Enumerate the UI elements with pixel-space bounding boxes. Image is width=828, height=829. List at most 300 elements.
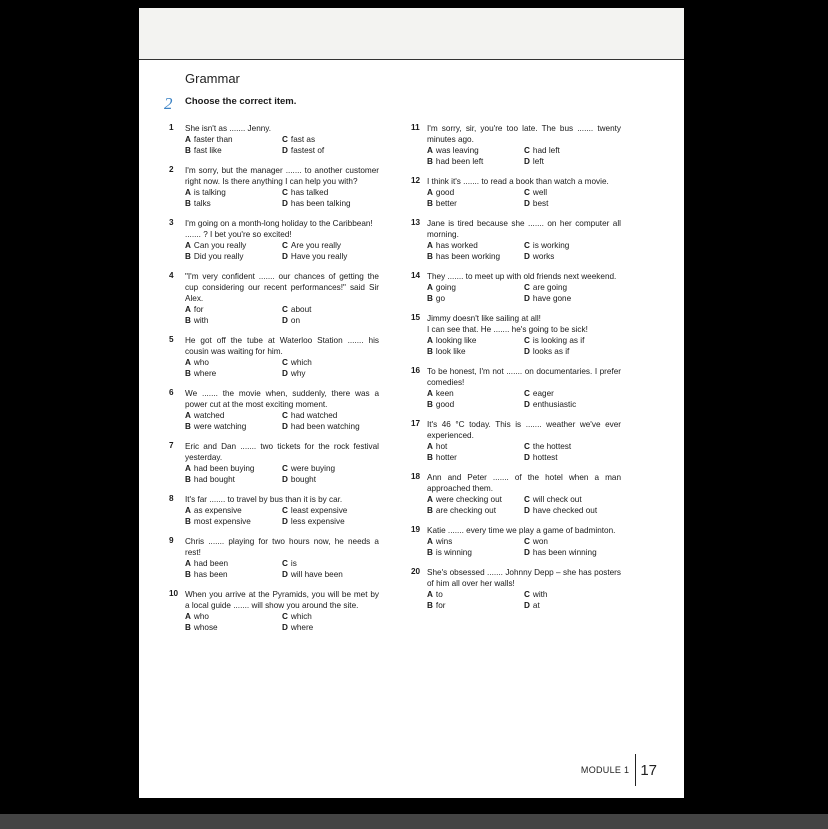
option-text: were buying (290, 464, 336, 473)
question-item (411, 525, 621, 558)
option-c[interactable] (524, 441, 624, 452)
option-letter: A (427, 537, 433, 546)
option-letter: D (524, 548, 530, 557)
option-letter: D (524, 347, 530, 356)
option-b[interactable] (185, 622, 282, 633)
option-letter: B (185, 422, 191, 431)
option-a[interactable] (427, 282, 524, 293)
module-label: MODULE 1 (580, 765, 630, 775)
option-text: looks as if (532, 347, 570, 356)
question-item (411, 123, 621, 167)
option-letter: C (524, 389, 530, 398)
option-letter: A (427, 188, 433, 197)
option-c[interactable] (524, 282, 624, 293)
question-item (411, 567, 621, 611)
option-letter: B (185, 146, 191, 155)
option-letter: B (427, 199, 433, 208)
option-a[interactable] (185, 558, 282, 569)
option-text: had watched (290, 411, 338, 420)
option-text: why (290, 369, 306, 378)
option-text: going (435, 283, 456, 292)
option-a[interactable] (185, 611, 282, 622)
page-number: 17 (640, 761, 657, 779)
option-text: will check out (532, 495, 582, 504)
option-c[interactable] (282, 463, 382, 474)
question-number: 2 (169, 165, 174, 174)
option-text: which (290, 358, 312, 367)
question-number: 12 (411, 176, 421, 185)
option-text: have checked out (532, 506, 598, 515)
option-text: better (435, 199, 457, 208)
option-text: Can you really (193, 241, 247, 250)
question-item (169, 165, 379, 209)
question-text: They ....... to meet up with old friends next weekend. (427, 272, 617, 281)
question-number: 3 (169, 218, 174, 227)
option-a[interactable] (427, 335, 524, 346)
option-letter: A (185, 135, 191, 144)
option-a[interactable] (427, 441, 524, 452)
option-text: go (435, 294, 446, 303)
option-letter: D (282, 517, 288, 526)
option-letter: A (427, 389, 433, 398)
option-d[interactable] (282, 516, 382, 527)
option-b[interactable] (427, 156, 524, 167)
footer-divider (635, 754, 636, 786)
option-text: fastest of (290, 146, 325, 155)
option-d[interactable] (282, 145, 382, 156)
option-c[interactable] (524, 187, 624, 198)
question-item (169, 335, 379, 379)
question-text: Jimmy doesn't like sailing at all! (427, 314, 541, 323)
question-text: It's 46 °C today. This is ....... weather we've ever experienced. (427, 420, 621, 440)
option-c[interactable] (524, 494, 624, 505)
option-c[interactable] (282, 505, 382, 516)
option-letter: B (427, 252, 433, 261)
question-item (169, 123, 379, 156)
option-text: had been left (435, 157, 484, 166)
question-number: 19 (411, 525, 421, 534)
option-b[interactable] (185, 516, 282, 527)
question-item (411, 176, 621, 209)
section-title: Grammar (185, 71, 240, 86)
option-text: has talked (290, 188, 329, 197)
option-text: bought (290, 475, 316, 484)
option-text: on (290, 316, 301, 325)
question-text: He got off the tube at Waterloo Station ....... his cousin was waiting for him. (185, 336, 379, 356)
option-d[interactable] (524, 600, 624, 611)
option-text: had bought (193, 475, 235, 484)
option-d[interactable] (524, 346, 624, 357)
option-letter: C (524, 442, 530, 451)
option-c[interactable] (282, 357, 382, 368)
option-letter: B (427, 400, 433, 409)
question-item (169, 589, 379, 633)
option-text: less expensive (290, 517, 345, 526)
option-text: talks (193, 199, 211, 208)
option-letter: D (524, 601, 530, 610)
option-d[interactable] (282, 315, 382, 326)
option-letter: C (282, 188, 288, 197)
option-letter: C (524, 537, 530, 546)
option-letter: D (524, 157, 530, 166)
option-letter: C (524, 336, 530, 345)
option-text: have gone (532, 294, 572, 303)
option-letter: A (427, 336, 433, 345)
question-item (169, 536, 379, 580)
question-text-line2: I can see that. He ....... he's going to be sick! (427, 325, 588, 334)
option-b[interactable] (427, 505, 524, 516)
option-letter: D (282, 146, 288, 155)
question-number: 1 (169, 123, 174, 132)
option-text: looking like (435, 336, 477, 345)
option-text: least expensive (290, 506, 348, 515)
option-b[interactable] (427, 251, 524, 262)
option-letter: B (185, 369, 191, 378)
option-text: to (435, 590, 443, 599)
option-letter: B (185, 475, 191, 484)
option-letter: C (282, 135, 288, 144)
option-b[interactable] (185, 421, 282, 432)
question-text: "I'm very confident ....... our chances of getting the cup considering our recent performances!" said Sir Alex. (185, 272, 379, 303)
option-letter: A (185, 305, 191, 314)
option-c[interactable] (282, 558, 382, 569)
question-item (169, 271, 379, 326)
option-letter: B (427, 347, 433, 356)
option-letter: C (524, 188, 530, 197)
option-text: where (290, 623, 314, 632)
option-letter: B (427, 506, 433, 515)
question-item (411, 271, 621, 304)
question-number: 8 (169, 494, 174, 503)
option-d[interactable] (282, 368, 382, 379)
option-letter: A (185, 464, 191, 473)
option-text: who (193, 612, 209, 621)
option-text: is looking as if (532, 336, 585, 345)
option-letter: B (185, 517, 191, 526)
option-b[interactable] (185, 198, 282, 209)
option-text: had left (532, 146, 560, 155)
option-c[interactable] (282, 304, 382, 315)
option-text: whose (193, 623, 218, 632)
option-letter: A (427, 495, 433, 504)
option-a[interactable] (427, 388, 524, 399)
option-a[interactable] (427, 536, 524, 547)
question-text: We ....... the movie when, suddenly, there was a power cut at the most exciting moment. (185, 389, 379, 409)
option-c[interactable] (524, 240, 624, 251)
option-text: has been working (435, 252, 501, 261)
option-text: has been talking (290, 199, 351, 208)
option-letter: B (185, 570, 191, 579)
option-letter: D (282, 475, 288, 484)
option-text: look like (435, 347, 466, 356)
question-number: 14 (411, 271, 421, 280)
option-text: is talking (193, 188, 226, 197)
option-a[interactable] (185, 463, 282, 474)
question-number: 17 (411, 419, 421, 428)
option-text: watched (193, 411, 225, 420)
option-a[interactable] (427, 589, 524, 600)
option-letter: B (185, 199, 191, 208)
option-letter: C (282, 411, 288, 420)
option-text: were watching (193, 422, 247, 431)
option-c[interactable] (282, 240, 382, 251)
option-b[interactable] (427, 399, 524, 410)
viewer-bottom-bar (0, 814, 828, 829)
textbook-page (139, 8, 684, 798)
question-number: 15 (411, 313, 421, 322)
option-letter: D (282, 252, 288, 261)
option-letter: B (427, 453, 433, 462)
option-b[interactable] (427, 346, 524, 357)
question-number: 9 (169, 536, 174, 545)
option-b[interactable] (185, 474, 282, 485)
option-a[interactable] (427, 494, 524, 505)
option-text: which (290, 612, 312, 621)
option-letter: C (282, 464, 288, 473)
left-question-column (169, 123, 379, 642)
option-text: good (435, 188, 455, 197)
option-letter: C (282, 241, 288, 250)
option-text: hottest (532, 453, 558, 462)
question-item (169, 388, 379, 432)
option-text: had been buying (193, 464, 255, 473)
option-text: was leaving (435, 146, 479, 155)
option-letter: A (185, 559, 191, 568)
question-item (411, 419, 621, 463)
option-text: is (290, 559, 297, 568)
option-a[interactable] (427, 145, 524, 156)
option-text: will have been (290, 570, 343, 579)
option-letter: A (185, 411, 191, 420)
option-text: is winning (435, 548, 472, 557)
option-letter: D (524, 400, 530, 409)
option-a[interactable] (427, 240, 524, 251)
question-item (169, 441, 379, 485)
option-text: for (435, 601, 446, 610)
option-text: are going (532, 283, 568, 292)
option-text: are checking out (435, 506, 497, 515)
option-letter: D (282, 422, 288, 431)
option-text: has been winning (532, 548, 597, 557)
option-c[interactable] (524, 335, 624, 346)
option-text: who (193, 358, 209, 367)
question-text: I think it's ....... to read a book than watch a movie. (427, 177, 609, 186)
option-b[interactable] (185, 145, 282, 156)
option-letter: D (524, 252, 530, 261)
option-text: as expensive (193, 506, 242, 515)
exercise-number: 2 (164, 94, 173, 113)
option-letter: D (282, 570, 288, 579)
question-number: 16 (411, 366, 421, 375)
option-letter: C (524, 146, 530, 155)
question-item (411, 472, 621, 516)
option-d[interactable] (524, 293, 624, 304)
question-item (411, 218, 621, 262)
option-b[interactable] (185, 315, 282, 326)
option-text: where (193, 369, 217, 378)
option-letter: A (185, 358, 191, 367)
option-text: left (532, 157, 544, 166)
option-text: faster than (193, 135, 233, 144)
option-b[interactable] (185, 368, 282, 379)
option-d[interactable] (282, 569, 382, 580)
option-letter: A (185, 612, 191, 621)
question-text: She's obsessed ....... Johnny Depp – she has posters of him all over her walls! (427, 568, 621, 588)
question-number: 6 (169, 388, 174, 397)
option-letter: D (282, 623, 288, 632)
option-letter: A (427, 241, 433, 250)
option-letter: C (282, 506, 288, 515)
option-text: works (532, 252, 555, 261)
option-a[interactable] (185, 357, 282, 368)
option-c[interactable] (282, 187, 382, 198)
option-a[interactable] (185, 134, 282, 145)
option-text: has worked (435, 241, 478, 250)
exercise-instruction: Choose the correct item. (185, 96, 297, 107)
option-letter: B (427, 157, 433, 166)
option-d[interactable] (282, 474, 382, 485)
option-text: is working (532, 241, 570, 250)
option-letter: A (185, 241, 191, 250)
option-letter: A (427, 442, 433, 451)
question-text: It's far ....... to travel by bus than it is by car. (185, 495, 343, 504)
question-text: Eric and Dan ....... two tickets for the rock festival yesterday. (185, 442, 379, 462)
option-letter: C (282, 358, 288, 367)
option-letter: D (282, 199, 288, 208)
option-d[interactable] (282, 421, 382, 432)
option-c[interactable] (524, 589, 624, 600)
option-c[interactable] (524, 388, 624, 399)
option-b[interactable] (185, 251, 282, 262)
option-text: wins (435, 537, 453, 546)
option-a[interactable] (427, 187, 524, 198)
option-d[interactable] (524, 198, 624, 209)
question-number: 4 (169, 271, 174, 280)
option-a[interactable] (185, 304, 282, 315)
option-b[interactable] (427, 198, 524, 209)
option-text: fast like (193, 146, 222, 155)
question-text: Jane is tired because she ....... on her computer all morning. (427, 219, 621, 239)
option-c[interactable] (282, 134, 382, 145)
option-b[interactable] (185, 569, 282, 580)
option-c[interactable] (282, 611, 382, 622)
option-text: hot (435, 442, 448, 451)
question-item (411, 366, 621, 410)
page-header-band (139, 8, 684, 60)
right-question-column (411, 123, 621, 620)
option-letter: A (427, 146, 433, 155)
option-letter: D (524, 506, 530, 515)
option-text: hotter (435, 453, 457, 462)
option-text: Did you really (193, 252, 244, 261)
option-a[interactable] (185, 187, 282, 198)
option-text: best (532, 199, 549, 208)
option-a[interactable] (185, 410, 282, 421)
question-text: To be honest, I'm not ....... on documentaries. I prefer comedies! (427, 367, 621, 387)
option-letter: C (524, 241, 530, 250)
option-a[interactable] (185, 505, 282, 516)
option-letter: C (524, 495, 530, 504)
question-text: I'm going on a month-long holiday to the Caribbean! (185, 219, 373, 228)
option-text: good (435, 400, 455, 409)
option-b[interactable] (427, 600, 524, 611)
question-number: 7 (169, 441, 174, 450)
question-item (169, 218, 379, 262)
option-d[interactable] (524, 399, 624, 410)
question-text: She isn't as ....... Jenny. (185, 124, 272, 133)
option-text: has been (193, 570, 228, 579)
question-number: 11 (411, 123, 420, 132)
option-letter: D (282, 316, 288, 325)
option-text: most expensive (193, 517, 251, 526)
option-letter: A (427, 590, 433, 599)
option-d[interactable] (524, 156, 624, 167)
option-text: eager (532, 389, 554, 398)
question-text: I'm sorry, sir, you're too late. The bus ....... twenty minutes ago. (427, 124, 621, 144)
option-d[interactable] (524, 547, 624, 558)
question-text: Katie ....... every time we play a game of badminton. (427, 526, 616, 535)
option-c[interactable] (524, 145, 624, 156)
option-letter: B (427, 548, 433, 557)
option-text: about (290, 305, 312, 314)
option-text: had been (193, 559, 229, 568)
option-letter: B (427, 601, 433, 610)
option-text: Are you really (290, 241, 341, 250)
option-letter: C (282, 305, 288, 314)
option-letter: A (185, 188, 191, 197)
option-text: keen (435, 389, 454, 398)
option-letter: B (185, 316, 191, 325)
option-text: enthusiastic (532, 400, 577, 409)
question-number: 13 (411, 218, 421, 227)
question-text: I'm sorry, but the manager ....... to another customer right now. Is there anything I can help you with? (185, 166, 379, 186)
option-letter: D (282, 369, 288, 378)
option-a[interactable] (185, 240, 282, 251)
option-letter: C (282, 612, 288, 621)
question-number: 5 (169, 335, 174, 344)
question-text: When you arrive at the Pyramids, you will be met by a local guide ....... will show you around the site. (185, 590, 379, 610)
option-c[interactable] (524, 536, 624, 547)
option-text: had been watching (290, 422, 360, 431)
option-text: fast as (290, 135, 316, 144)
option-text: won (532, 537, 548, 546)
question-number: 10 (169, 589, 179, 598)
question-number: 18 (411, 472, 421, 481)
option-d[interactable] (282, 198, 382, 209)
option-c[interactable] (282, 410, 382, 421)
option-d[interactable] (524, 251, 624, 262)
question-item (411, 313, 621, 357)
option-letter: B (427, 294, 433, 303)
option-text: for (193, 305, 204, 314)
option-letter: B (185, 623, 191, 632)
option-b[interactable] (427, 547, 524, 558)
option-text: Have you really (290, 252, 348, 261)
option-letter: A (185, 506, 191, 515)
option-b[interactable] (427, 452, 524, 463)
option-text: with (193, 316, 209, 325)
option-d[interactable] (524, 452, 624, 463)
option-letter: A (427, 283, 433, 292)
page-footer (581, 754, 657, 786)
option-text: well (532, 188, 548, 197)
option-letter: B (185, 252, 191, 261)
option-d[interactable] (524, 505, 624, 516)
option-d[interactable] (282, 251, 382, 262)
option-b[interactable] (427, 293, 524, 304)
option-d[interactable] (282, 622, 382, 633)
question-text: Ann and Peter ....... of the hotel when a man approached them. (427, 473, 621, 493)
